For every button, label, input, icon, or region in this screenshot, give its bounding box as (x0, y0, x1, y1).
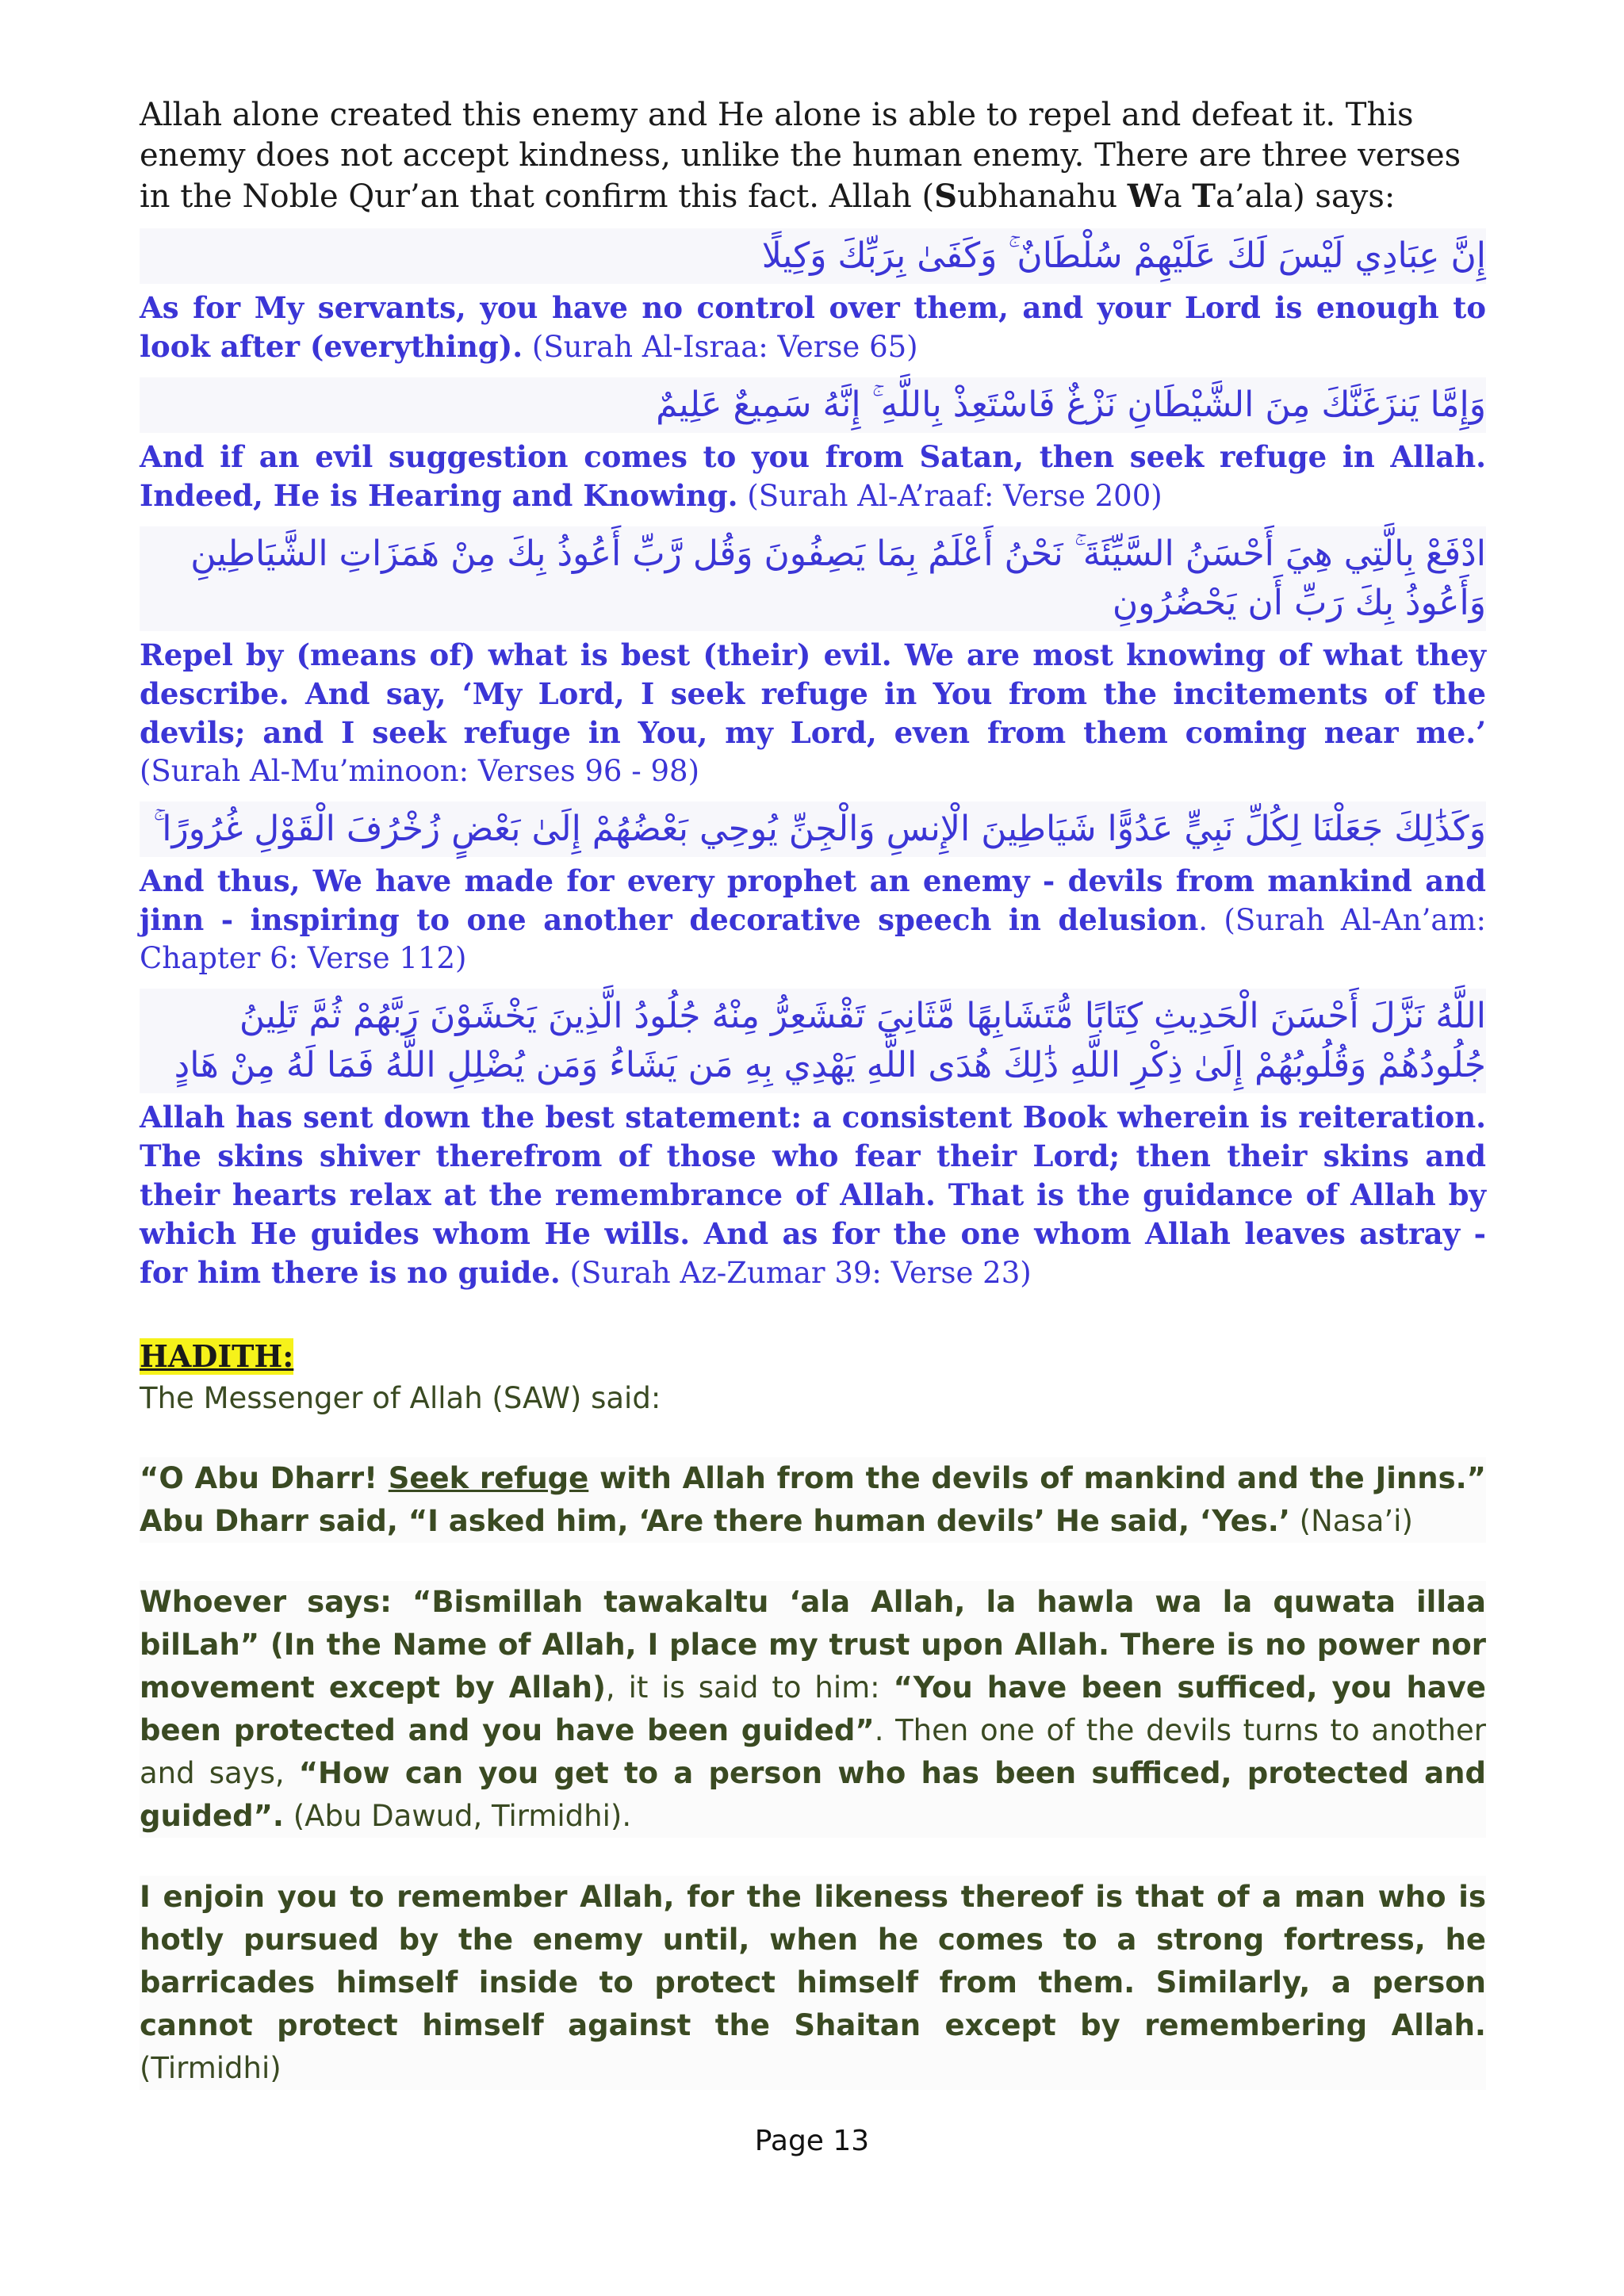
verse-translation-5 (140, 1098, 1486, 1292)
verse-translation-1 (140, 289, 1486, 366)
hadith-1-reference: (Nasa’i) (1289, 1504, 1413, 1538)
verse-translation-text: Allah has sent down the best statement: a consistent Book wherein is reiteration. The skins shiver therefrom of those who fear their Lord; then their skins and their hearts relax at the remembrance of Allah. That is the guidance of Allah by which He guides whom He wills. And as for the one whom Allah leaves astray - for him there is no guide. (140, 1100, 1486, 1290)
hadith-3-text: I enjoin you to remember Allah, for the likeness thereof is that of a man who is hotly pursued by the enemy until, when he comes to a strong fortress, he barricades himself inside to protect himself from them. Similarly, a person cannot protect himself against the Shaitan except by remembering Allah. (140, 1880, 1486, 2042)
verse-translation-text: And thus, We have made for every prophet an enemy - devils from mankind and jinn - inspiring to one another decorative speech in delusion (140, 863, 1486, 937)
verse-arabic-1: إِنَّ عِبَادِي لَيْسَ لَكَ عَلَيْهِمْ سُلْطَانٌ ۚ وَكَفَىٰ بِرَبِّكَ وَكِيلًا (140, 228, 1486, 284)
verse-arabic-4: وَكَذَٰلِكَ جَعَلْنَا لِكُلِّ نَبِيٍّ عَدُوًّا شَيَاطِينَ الْإِنسِ وَالْجِنِّ يُوحِي بَعْضُهُمْ إِلَىٰ بَعْضٍ زُخْرُفَ الْقَوْلِ غُرُورًا ۚ (140, 802, 1486, 857)
hadith-2-text-d: “You have been sufficed, you have been protected and you have been guided” (140, 1670, 1486, 1747)
verse-arabic-3: ادْفَعْ بِالَّتِي هِيَ أَحْسَنُ السَّيِّئَةَ ۚ نَحْنُ أَعْلَمُ بِمَا يَصِفُونَ وَقُل رَّبِّ أَعُوذُ بِكَ مِنْ هَمَزَاتِ الشَّيَاطِينِ وَأَعُوذُ بِكَ رَبِّ أَن يَحْضُرُونِ (140, 526, 1486, 631)
intro-ubhanahu: ubhanahu (956, 178, 1128, 215)
hadith-2 (140, 1581, 1486, 1838)
verse-arabic-2: وَإِمَّا يَنزَغَنَّكَ مِنَ الشَّيْطَانِ نَزْغٌ فَاسْتَعِذْ بِاللَّهِ ۚ إِنَّهُ سَمِيعٌ عَلِيمٌ (140, 377, 1486, 433)
intro-aala: a’ala) says: (1216, 178, 1396, 215)
hadith-1-text-a: “O Abu Dharr! (140, 1461, 389, 1495)
intro-a: a (1162, 178, 1193, 215)
verse-reference: (Surah Az-Zumar 39: Verse 23) (560, 1256, 1032, 1290)
hadith-2-text-a: Whoever says: “Bismillah tawakaltu ‘ala Allah, la hawla wa la quwata illaa bilLah” (140, 1585, 1486, 1662)
verse-reference: (Surah Al-A’raaf: Verse 200) (737, 479, 1162, 513)
verse-reference: . (Surah Al-An’am: Chapter 6: Verse 112) (140, 903, 1486, 975)
hadith-heading: HADITH: (140, 1338, 294, 1374)
verse-translation-3 (140, 636, 1486, 790)
page-content (140, 95, 1486, 2090)
hadith-2-text-e: . Then one of the devils turns to another and says, (140, 1713, 1486, 1790)
verse-translation-text: And if an evil suggestion comes to you from Satan, then seek refuge in Allah. Indeed, He is Hearing and Knowing. (140, 439, 1486, 513)
page-number: Page 13 (754, 2125, 870, 2157)
verse-reference: (Surah Al-Israa: Verse 65) (523, 330, 918, 364)
hadith-1-text-b: with Allah from the devils of mankind and the Jinns.” Abu Dharr said, “I asked him, ‘Are there human devils’ He said, ‘Yes.’ (140, 1461, 1486, 1538)
verse-translation-text: As for My servants, you have no control over them, and your Lord is enough to look after (everything). (140, 290, 1486, 364)
hadith-1 (140, 1457, 1486, 1543)
hadith-subtitle: The Messenger of Allah (SAW) said: (140, 1381, 661, 1415)
intro-paragraph (140, 95, 1486, 217)
hadith-2-text-b: (In the Name of Allah, I place my trust upon Allah. There is no power nor movement except by Allah) (140, 1628, 1486, 1705)
intro-t: T (1192, 178, 1216, 215)
hadith-2-text-c: , it is said to him: (605, 1670, 894, 1705)
verse-arabic-5: اللَّهُ نَزَّلَ أَحْسَنَ الْحَدِيثِ كِتَابًا مُّتَشَابِهًا مَّثَانِيَ تَقْشَعِرُّ مِنْهُ جُلُودُ الَّذِينَ يَخْشَوْنَ رَبَّهُمْ ثُمَّ تَلِينُ جُلُودُهُمْ وَقُلُوبُهُمْ إِلَىٰ ذِكْرِ اللَّهِ ذَٰلِكَ هُدَى اللَّهِ يَهْدِي بِهِ مَن يَشَاءُ وَمَن يُضْلِلِ اللَّهُ فَمَا لَهُ مِنْ هَادٍ (140, 989, 1486, 1093)
verse-translation-4 (140, 862, 1486, 978)
intro-w: W (1127, 178, 1163, 215)
verse-translation-text: Repel by (means of) what is best (their) evil. We are most knowing of what they describe. And say, ‘My Lord, I seek refuge in You from the incitements of the devils; and I seek refuge in You, my Lord, even from them coming near me.’ (140, 637, 1486, 750)
verse-reference: (Surah Al-Mu’minoon: Verses 96 - 98) (140, 754, 699, 788)
intro-text: Allah alone created this enemy and He alone is able to repel and defeat it. This enemy does not accept kindness, unlike the human enemy. There are three verses in the Noble Qur’an that confirm this fact. Allah ( (140, 97, 1461, 215)
hadith-2-text-f: “How can you get to a person who has been sufficed, protected and guided”. (140, 1756, 1486, 1833)
intro-s: S (934, 178, 957, 215)
hadith-3-reference: (Tirmidhi) (140, 2051, 282, 2085)
hadith-1-underlined: Seek refuge (388, 1461, 589, 1495)
verse-translation-2 (140, 438, 1486, 515)
hadith-3 (140, 1876, 1486, 2090)
hadith-2-reference: (Abu Dawud, Tirmidhi). (283, 1799, 632, 1833)
